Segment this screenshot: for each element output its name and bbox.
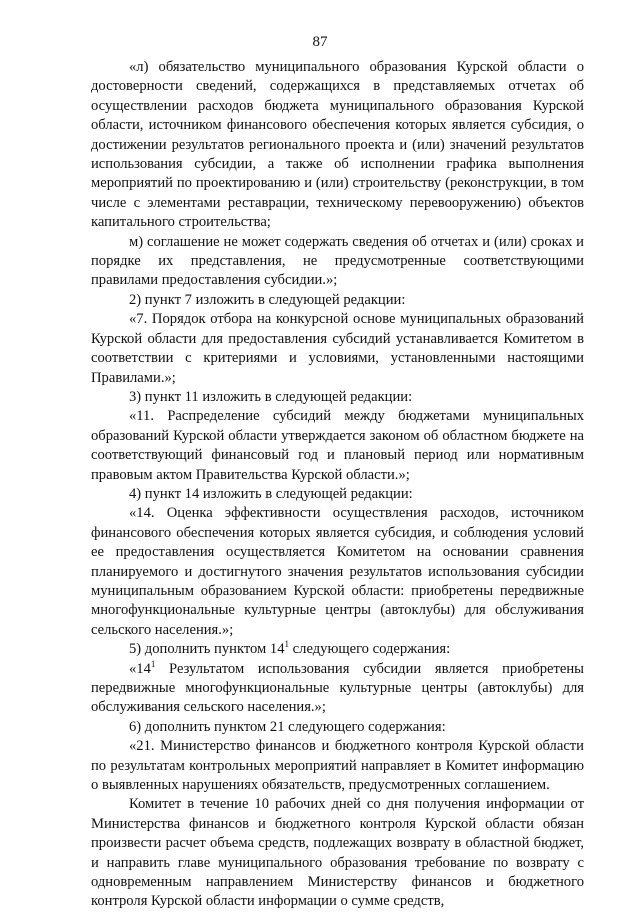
superscript-marker: 1 [150,658,156,669]
paragraph-amendment-6: 6) дополнить пунктом 21 следующего содержания: [129,718,446,735]
paragraph-amendment-3: 3) пункт 11 изложить в следующей редакции: [129,388,413,405]
paragraph-clause-14-1 [91,660,584,718]
paragraph-amendment-4: 4) пункт 14 изложить в следующей редакции: [129,485,413,502]
page-number: 87 [312,34,328,50]
paragraph-item-l: «л) обязательство муниципального образования Курской области о достоверности сведений, содержащихся в представляемых отчетах об осуществлении расходов бюджета муниципального образования Курской области, источником финансового обеспечения которых является субсидия, о достижении результатов регионального проекта и (или) значений результатов использования субсидии, а также об исполнении графика выполнения мероприятий по проектированию и (или) строительству (реконструкции, в том числе с элементами реставрации, техническому перевооружению) объектов капитального строительства; [91,59,584,231]
paragraph-committee-procedure: Комитет в течение 10 рабочих дней со дня получения информации от Министерства финансов и бюджетного контроля Курской области обязан произвести расчет объема средств, подлежащих возврату в областной бюджет, и направить главе муниципального образования требование по возврату с одновременным направлением Министерству финансов и бюджетного контроля Курской области информации о сумме средств, [91,796,584,910]
paragraph-item-m: м) соглашение не может содержать сведения об отчетах и (или) сроках и порядке их представления, не предусмотренные соответствующими правилами предоставления субсидии.»; [91,233,584,289]
document-body [91,58,584,912]
superscript-marker: 1 [284,639,290,650]
paragraph-clause-21: «21. Министерство финансов и бюджетного контроля Курской области по результатам контрольных мероприятий направляет в Комитет информацию о выявленных нарушениях обязательств, предусмотренных соглашением. [91,738,584,794]
paragraph-amendment-5 [91,640,584,659]
paragraph-clause-14-1-number: «14 [129,660,151,677]
paragraph-clause-14-1-text: Результатом использования субсидии является приобретены передвижные многофункциональные культурные центры (автоклубы) для обслуживания сельского населения.»; [91,660,584,716]
paragraph-clause-11: «11. Распределение субсидий между бюджетами муниципальных образований Курской области утверждается законом об областном бюджете на соответствующий финансовый год и плановый период или нормативным правовым актом Правительства Курской области.»; [91,408,584,483]
paragraph-amendment-2: 2) пункт 7 изложить в следующей редакции: [129,291,406,308]
paragraph-clause-7: «7. Порядок отбора на конкурсной основе муниципальных образований Курской области для предоставления субсидий устанавливается Комитетом в соответствии с критериями и условиями, установленными настоящими Правилами.»; [91,311,584,386]
paragraph-amendment-5-tail: следующего содержания: [289,641,451,658]
paragraph-clause-14: «14. Оценка эффективности осуществления расходов, источником финансового обеспечения которых является субсидия, и соблюдения условий ее предоставления осуществляется Комитетом на основании сравнения планируемого и достигнутого значения результатов использования субсидии муниципальным образованием Курской области: приобретены передвижные многофункциональные культурные центры (автоклубы) для обслуживания сельского населения.»; [91,505,584,638]
paragraph-amendment-5-text: 5) дополнить пунктом 14 [129,641,285,658]
